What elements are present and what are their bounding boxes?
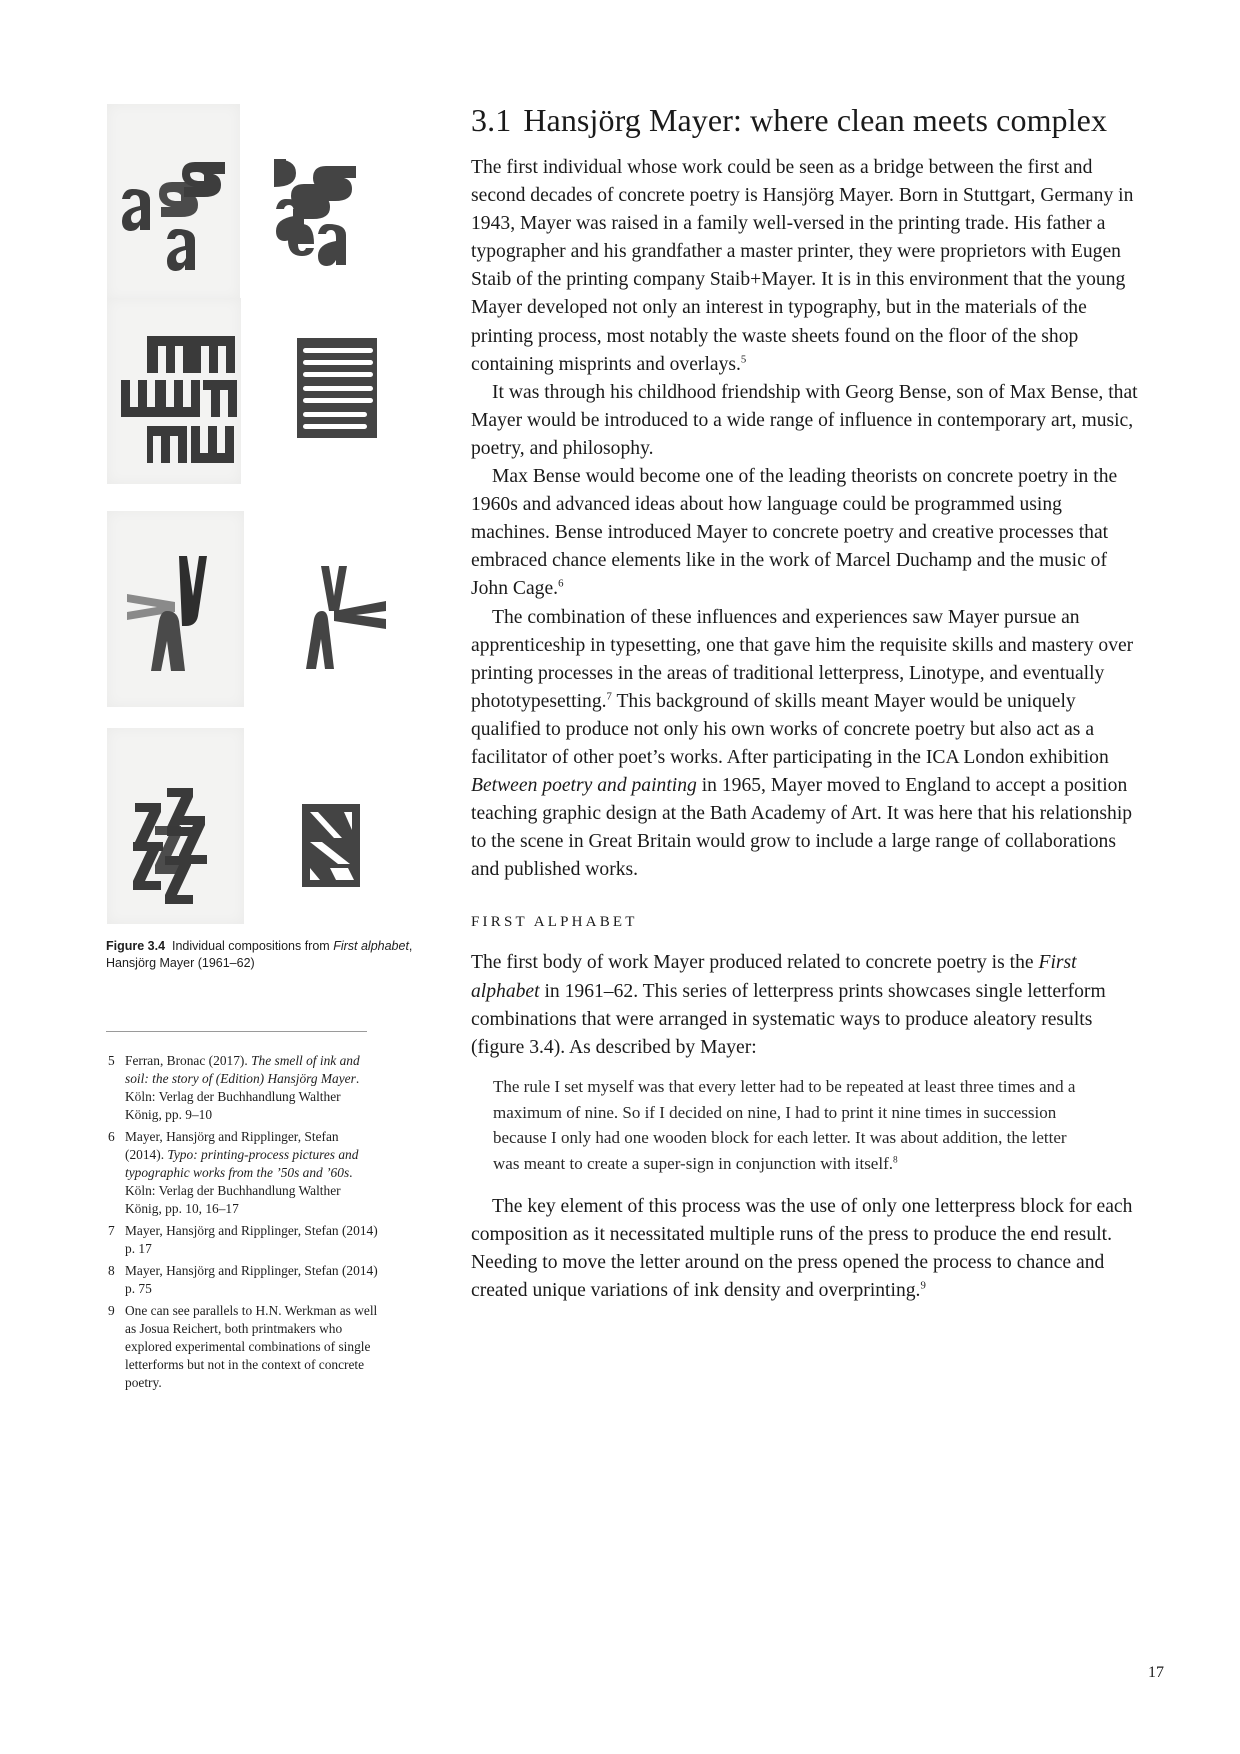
footnotes-list [108, 1052, 378, 1396]
footnote-item [108, 1052, 378, 1124]
figure-label: Figure 3.4 [106, 939, 166, 953]
footnote-number: 6 [108, 1129, 115, 1144]
letter-y-composition-image [107, 511, 244, 707]
letter-a-composition-image [107, 104, 240, 300]
body-paragraph: The combination of these influences and experiences saw Mayer pursue an apprenticeship in typesetting, one that gave him the requisite skills and mastery over printing processes in the areas of traditional letterpress, Linotype, and eventually phototypesetting.$^7$ This background of skills meant Mayer would be uniquely qualified to produce not only his own works of concrete poetry but also act as a facilitator of other poet’s works. After participating in the ICA London exhibition Between poetry and painting in 1965, Mayer moved to England to accept a position teaching graphic design at the Bath Academy of Art. It was here that his relationship to the scene in Great Britain would grow to include a large range of collaborations and published works. [471, 606, 1134, 881]
italic-title: First alphabet [471, 952, 1077, 1002]
footnote-divider [106, 1031, 367, 1032]
footnote-text: One can see parallels to H.N. Werkman as well as Josua Reichert, both printmakers who explored experimental combinations of single letterforms but not in the context of concrete poetry. [125, 1303, 378, 1390]
section-title: Hansjörg Mayer: where clean meets complex [523, 102, 1108, 138]
figure-caption: Figure 3.4 Individual compositions from First alphabet, Hansjörg Mayer (1961–62) [106, 939, 413, 970]
figure-panel-y-clean [264, 511, 394, 707]
italic-title: Between poetry and painting [471, 775, 697, 797]
letter-ae-composition-image [264, 104, 394, 300]
footnote-reference[interactable]: 9 [920, 1279, 926, 1292]
footnote-text: Mayer, Hansjörg and Ripplinger, Stefan (2014). Typo: printing-process pictures and typographic works from the ’50s and ’60s. Köln: Verlag der Buchhandlung Walther König, pp. 10, 16–17 [125, 1129, 359, 1216]
footnote-number: 7 [108, 1223, 115, 1238]
section-heading [471, 100, 1141, 140]
body-paragraphs [471, 154, 1141, 884]
figure-panel-z-proof [107, 728, 244, 924]
footnote-item [108, 1302, 378, 1392]
body-paragraph: The key element of this process was the use of only one letterpress block for each composition as it necessitated multiple runs of the press to produce the end result. Needing to move the letter around on the press opened the process to chance and created unique variations of ink density and overprinting.$^9$ [471, 1195, 1133, 1301]
letter-m-composition-image [264, 298, 394, 484]
footnote-text: Mayer, Hansjörg and Ripplinger, Stefan (2014) p. 17 [125, 1223, 378, 1256]
body-paragraph: Max Bense would become one of the leading theorists on concrete poetry in the 1960s and advanced ideas about how language could be programmed using machines. Bense introduced Mayer to concrete poetry and creative processes that embraced chance elements like in the work of Marcel Duchamp and the music of John Cage.$^6$ [471, 466, 1118, 600]
figure-3-4-grid [104, 104, 394, 924]
footnote-number: 8 [108, 1263, 115, 1278]
figure-panel-mw-proof [107, 298, 241, 484]
letter-z-composition-image [107, 728, 244, 924]
footnote-number: 9 [108, 1303, 115, 1318]
letter-z-clean-image [264, 728, 394, 924]
footnote-reference[interactable]: 5 [740, 353, 747, 366]
body-paragraph: The first individual whose work could be seen as a bridge between the first and second decades of concrete poetry is Hansjörg Mayer. Born in Stuttgart, Germany in 1943, Mayer was raised in a family well-versed in the printing trade. His father a typographer and his grandfather a master printer, they were proprietors with Eugen Staib of the printing company Staib+Mayer. It is in this environment that the young Mayer developed not only an interest in typography, but in the materials of the printing process, most notably the waste sheets found on the floor of the shop containing misprints and overlays.$^5$ [471, 157, 1134, 375]
subsection-heading: FIRST ALPHABET [471, 914, 638, 931]
footnote-reference[interactable]: 8 [893, 1155, 898, 1166]
footnote-text: Mayer, Hansjörg and Ripplinger, Stefan (2014) p. 75 [125, 1263, 378, 1296]
figure-panel-m-clean [264, 298, 394, 484]
figure-panel-a-proof [107, 104, 240, 300]
body-paragraph: The first body of work Mayer produced related to concrete poetry is the First alphabet in 1961–62. This series of letterpress prints showcases single letterform combinations that were arranged in systematic ways to produce aleatory results (figure 3.4). As described by Mayer: [471, 952, 1106, 1058]
footnote-reference[interactable]: 7 [606, 690, 612, 703]
figure-panel-ae-clean [264, 104, 394, 300]
page-number: 17 [1148, 1664, 1164, 1681]
footnote-reference[interactable]: 6 [558, 577, 564, 590]
italic-title: Typo: printing-process pictures and typographic works from the ’50s and ’60s [125, 1147, 359, 1180]
block-quote: The rule I set myself was that every letter had to be repeated at least three times and a maximum of nine. So if I decided on nine, I had to print it nine times in succession because I only had one wooden block for each letter. It was about addition, the letter was meant to create a super-sign in conjunction with itself.$^8$ [493, 1076, 1076, 1173]
italic-title: The smell of ink and soil: the story of (Edition) Hansjörg Mayer [125, 1053, 360, 1086]
footnote-number: 5 [108, 1053, 115, 1068]
figure-panel-z-clean [264, 728, 394, 924]
letter-y-clean-image [264, 511, 394, 707]
footnote-item [108, 1222, 378, 1258]
footnote-item [108, 1128, 378, 1218]
main-text-column [471, 100, 1141, 1305]
body-paragraph: It was through his childhood friendship with Georg Bense, son of Max Bense, that Mayer would be introduced to a wide range of influence in contemporary art, music, poetry, and philosophy. [471, 381, 1138, 459]
letter-mw-composition-image [107, 298, 241, 484]
section-number: 3.1 [471, 102, 512, 138]
footnote-item [108, 1262, 378, 1298]
figure-panel-y-proof [107, 511, 244, 707]
footnote-text: Ferran, Bronac (2017). The smell of ink and soil: the story of (Edition) Hansjörg Mayer. Köln: Verlag der Buchhandlung Walther König, pp. 9–10 [125, 1053, 360, 1122]
